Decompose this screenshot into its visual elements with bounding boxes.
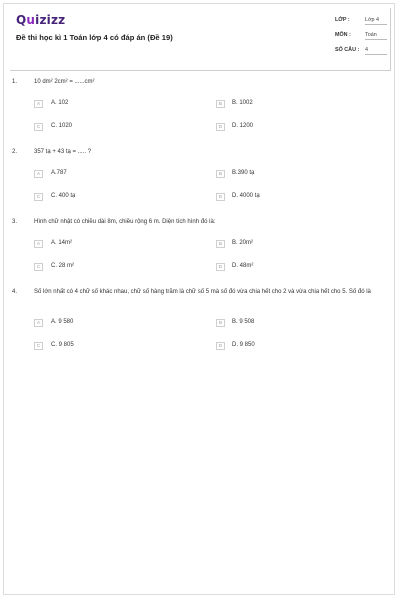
option-letter-box[interactable]: A bbox=[34, 319, 43, 327]
option-label: A. 9 580 bbox=[51, 319, 74, 325]
option-label: C. 1020 bbox=[51, 123, 73, 129]
question-number: 3. bbox=[12, 219, 18, 225]
option-label: D. 48m² bbox=[232, 263, 254, 269]
grade-value: Lớp 4 bbox=[365, 17, 387, 25]
option-letter-box[interactable]: C bbox=[34, 342, 43, 350]
grade-label: LỚP : bbox=[335, 17, 350, 23]
question-text: 357 tạ + 43 tạ = ..... ? bbox=[34, 149, 92, 155]
worksheet-page bbox=[3, 3, 395, 595]
option-label: C. 400 tạ bbox=[51, 193, 76, 199]
option-label: B. 9 508 bbox=[232, 319, 255, 325]
question-text: Số lớn nhất có 4 chữ số khác nhau, chữ số hàng trăm là chữ số 5 mà số đó vừa chia hết cho 2 và vừa chia hết cho 5. Số đó là bbox=[34, 289, 371, 295]
quizizz-logo: Quizizz bbox=[16, 13, 66, 27]
worksheet-header bbox=[10, 8, 391, 71]
option-letter-box[interactable]: D bbox=[216, 263, 225, 271]
option-letter-box[interactable]: C bbox=[34, 263, 43, 271]
option-label: A. 14m² bbox=[51, 240, 73, 246]
page-title: Đề thi học kì 1 Toán lớp 4 có đáp án (Đề 19) bbox=[16, 33, 173, 42]
option-letter-box[interactable]: D bbox=[216, 342, 225, 350]
option-label: D. 4000 tạ bbox=[232, 193, 260, 199]
option-letter-box[interactable]: B bbox=[216, 170, 225, 178]
subject-value: Toán bbox=[365, 32, 387, 40]
option-letter-box[interactable]: A bbox=[34, 100, 43, 108]
option-label: C. 28 m² bbox=[51, 263, 75, 269]
option-letter-box[interactable]: A bbox=[34, 170, 43, 178]
question-number: 1. bbox=[12, 79, 18, 85]
option-label: B. 1002 bbox=[232, 100, 253, 106]
option-letter-box[interactable]: D bbox=[216, 123, 225, 131]
option-letter-box[interactable]: A bbox=[34, 240, 43, 248]
question-text: 10 dm² 2cm² = ......cm² bbox=[34, 79, 95, 85]
question-text: Hình chữ nhật có chiều dài 8m, chiều rộng 6 m. Diện tích hình đó là: bbox=[34, 219, 216, 225]
option-letter-box[interactable]: C bbox=[34, 123, 43, 131]
question-number: 2. bbox=[12, 149, 18, 155]
option-letter-box[interactable]: B bbox=[216, 319, 225, 327]
option-label: A.787 bbox=[51, 170, 67, 176]
option-letter-box[interactable]: B bbox=[216, 240, 225, 248]
subject-label: MÔN : bbox=[335, 32, 351, 38]
option-label: A. 102 bbox=[51, 100, 69, 106]
option-letter-box[interactable]: B bbox=[216, 100, 225, 108]
option-label: D. 1200 bbox=[232, 123, 254, 129]
question-count-value: 4 bbox=[365, 47, 387, 55]
option-label: B. 20m² bbox=[232, 240, 254, 246]
question-count-label: SỐ CÂU : bbox=[335, 47, 360, 53]
option-label: D. 9 850 bbox=[232, 342, 255, 348]
option-letter-box[interactable]: D bbox=[216, 193, 225, 201]
question-number: 4. bbox=[12, 289, 18, 295]
option-label: B.390 tạ bbox=[232, 170, 255, 176]
option-label: C. 9 805 bbox=[51, 342, 74, 348]
option-letter-box[interactable]: C bbox=[34, 193, 43, 201]
